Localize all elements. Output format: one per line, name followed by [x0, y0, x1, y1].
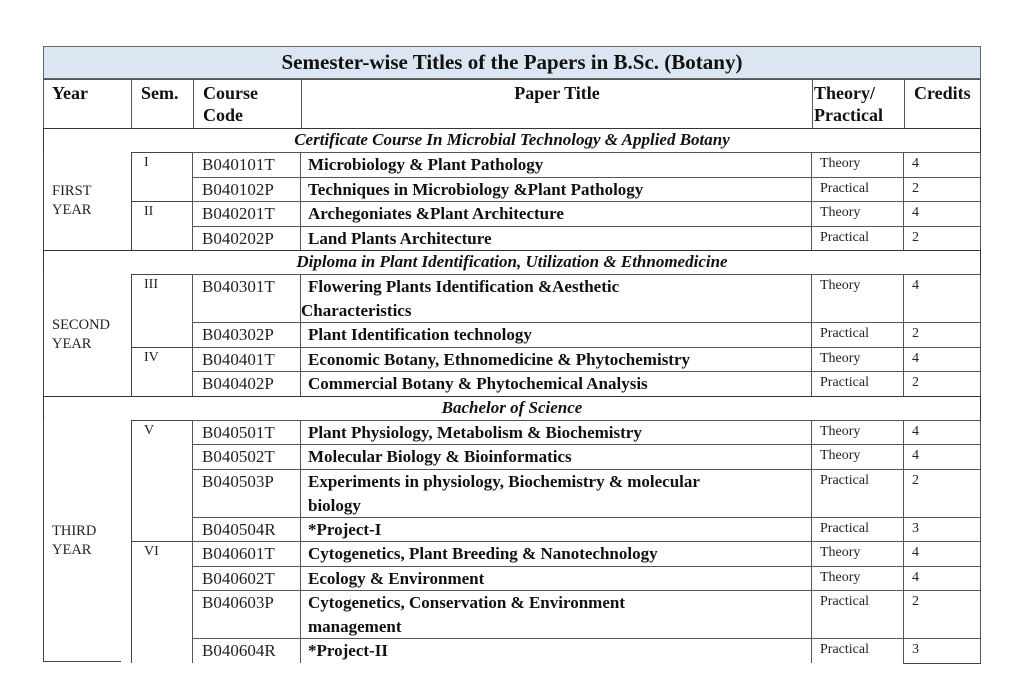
paper-type: Practical: [820, 642, 869, 657]
credits-value: 2: [912, 229, 919, 245]
course-code-cell: [192, 201, 300, 226]
credits-cell: [903, 638, 981, 663]
table-row: [43, 420, 981, 445]
course-code-cell: [192, 469, 300, 517]
paper-title-cell: [300, 274, 811, 322]
table-row: [43, 638, 981, 663]
credits-cell: [903, 152, 981, 177]
credits-cell: [903, 590, 981, 638]
course-code-cell: [192, 177, 300, 202]
course-code-cell: [192, 517, 300, 542]
paper-title-cell: [300, 322, 811, 347]
paper-type: Practical: [820, 472, 869, 488]
paper-type-cell: [811, 638, 903, 663]
paper-title: Archegoniates &Plant Architecture: [308, 204, 564, 223]
paper-type-cell: [811, 541, 903, 566]
course-code: B040302P: [202, 325, 274, 344]
year-label-line1: THIRD: [52, 523, 97, 539]
paper-title-cell: [300, 541, 811, 566]
credits-value: 2: [912, 326, 919, 341]
paper-title: Economic Botany, Ethnomedicine & Phytochemistry: [308, 349, 691, 369]
credits-value: 4: [912, 156, 919, 171]
paper-title-cell: [300, 347, 811, 372]
course-code-cell: [192, 371, 300, 396]
year-sem-divider: [131, 420, 132, 663]
col-code-label-1: Course: [203, 83, 258, 103]
paper-type: Practical: [820, 326, 869, 341]
credits-cell: [903, 274, 981, 322]
paper-type: Theory: [820, 278, 861, 293]
paper-title: Commercial Botany & Phytochemical Analysis: [308, 374, 648, 393]
paper-type: Practical: [820, 229, 869, 245]
table-row: [43, 152, 981, 177]
paper-title-cell: [300, 566, 811, 591]
course-code: B040201T: [202, 204, 275, 223]
credits-value: 4: [912, 350, 919, 366]
semester-label: III: [144, 277, 158, 292]
paper-title-cell: [300, 152, 811, 177]
paper-title: Cytogenetics, Plant Breeding & Nanotechnology: [308, 544, 658, 563]
credits-cell: [903, 201, 981, 226]
semester-divider: [131, 201, 192, 202]
table-row: [43, 201, 981, 226]
course-code-cell: [192, 444, 300, 469]
semester-divider: [131, 541, 192, 542]
table-row: [43, 274, 981, 322]
table-left-border: [43, 420, 44, 661]
paper-type: Theory: [820, 350, 861, 366]
paper-type-cell: [811, 274, 903, 322]
paper-title: *Project-I: [308, 519, 382, 539]
semester-label: I: [144, 155, 149, 170]
course-code: B040604R: [202, 641, 276, 660]
course-code-cell: [192, 638, 300, 663]
paper-title-cell: [300, 177, 811, 202]
paper-type: Theory: [820, 205, 861, 220]
paper-type-cell: [811, 201, 903, 226]
table-row: [43, 177, 981, 202]
paper-title-cell: [300, 590, 811, 638]
paper-type-cell: [811, 444, 903, 469]
paper-type-cell: [811, 420, 903, 445]
credits-cell: [903, 347, 981, 372]
paper-title-cell: [300, 371, 811, 396]
col-year-label: Year: [52, 83, 88, 103]
course-code-cell: [192, 274, 300, 322]
credits-value: 4: [912, 278, 919, 293]
course-code: B040301T: [202, 277, 275, 296]
semester-divider: [131, 420, 192, 421]
table-left-border: [43, 274, 44, 396]
course-code: B040202P: [202, 228, 274, 248]
paper-type: Practical: [820, 520, 869, 536]
semester-label: II: [144, 204, 154, 219]
col-code: [193, 79, 301, 128]
credits-cell: [903, 226, 981, 251]
credits-value: 3: [912, 520, 919, 536]
col-type-label-1: Theory/: [814, 83, 875, 103]
course-code: B040503P: [202, 471, 274, 491]
semester-label: IV: [144, 349, 159, 365]
col-credits: [904, 79, 981, 128]
paper-type-cell: [811, 566, 903, 591]
table-row: [43, 469, 981, 517]
paper-type: Practical: [820, 594, 869, 609]
paper-type-cell: [811, 322, 903, 347]
table-row: [43, 347, 981, 372]
year-bottom-border: [43, 661, 121, 662]
paper-type-cell: [811, 152, 903, 177]
credits-value: 3: [912, 642, 919, 657]
paper-title: *Project-II: [308, 641, 388, 660]
course-code-cell: [192, 590, 300, 638]
course-code: B040101T: [202, 155, 275, 174]
credits-value: 2: [912, 472, 919, 488]
section-heading: Diploma in Plant Identification, Utilization & Ethnomedicine: [43, 250, 981, 274]
credits-bottom-border: [903, 663, 981, 664]
paper-title: Microbiology & Plant Pathology: [308, 155, 544, 174]
course-code: B040504R: [202, 519, 276, 539]
credits-value: 2: [912, 375, 919, 390]
credits-cell: [903, 420, 981, 445]
course-code: B040502T: [202, 447, 275, 466]
paper-title: Plant Identification technology: [308, 325, 532, 344]
year-sem-divider: [131, 152, 132, 250]
year-label-line2: YEAR: [52, 202, 92, 218]
table-row: [43, 371, 981, 396]
paper-title: Techniques in Microbiology &Plant Pathology: [308, 179, 644, 199]
semester-divider: [131, 347, 192, 348]
credits-cell: [903, 444, 981, 469]
course-code: B040102P: [202, 179, 274, 199]
table-row: [43, 541, 981, 566]
course-code: B040501T: [202, 422, 275, 442]
paper-title-cell: [300, 517, 811, 542]
table-row: [43, 322, 981, 347]
credits-cell: [903, 541, 981, 566]
course-code-cell: [192, 541, 300, 566]
table-row: [43, 566, 981, 591]
paper-type: Theory: [820, 448, 861, 463]
semester-label: VI: [144, 544, 159, 559]
paper-title-cell: [300, 444, 811, 469]
credits-cell: [903, 566, 981, 591]
table-title: Semester-wise Titles of the Papers in B.Sc. (Botany): [43, 46, 981, 79]
paper-title: Land Plants Architecture: [308, 228, 492, 248]
paper-title-cell: [300, 638, 811, 663]
paper-title: Molecular Biology & Bioinformatics: [308, 447, 572, 466]
paper-title-line2: Characteristics: [301, 301, 412, 320]
credits-cell: [903, 177, 981, 202]
paper-type: Practical: [820, 375, 869, 390]
section-heading: Certificate Course In Microbial Technology & Applied Botany: [43, 128, 981, 152]
paper-type-cell: [811, 177, 903, 202]
paper-type-cell: [811, 226, 903, 251]
year-sem-divider: [131, 274, 132, 396]
paper-title: Ecology & Environment: [308, 568, 485, 588]
paper-title-cell: [300, 420, 811, 445]
paper-title-line1: Flowering Plants Identification &Aesthetic: [308, 277, 620, 296]
paper-title-line2: management: [308, 617, 402, 636]
year-label-line1: SECOND: [52, 316, 111, 333]
credits-value: 4: [912, 423, 919, 439]
course-code: B040402P: [202, 374, 274, 393]
col-year: [43, 79, 131, 128]
col-sem: [131, 79, 193, 128]
paper-type-cell: [811, 347, 903, 372]
credits-cell: [903, 469, 981, 517]
course-code: B040401T: [202, 349, 275, 369]
credits-value: 4: [912, 569, 919, 585]
paper-title: Plant Physiology, Metabolism & Biochemistry: [308, 422, 642, 442]
course-code: B040602T: [202, 568, 275, 588]
col-credits-label: Credits: [914, 83, 971, 103]
paper-type-cell: [811, 590, 903, 638]
paper-type: Theory: [820, 156, 861, 171]
year-label-line1: FIRST: [52, 183, 92, 199]
semester-divider: [131, 152, 192, 153]
paper-type-cell: [811, 469, 903, 517]
paper-title-cell: [300, 226, 811, 251]
semester-divider: [131, 274, 192, 275]
col-title: [301, 79, 812, 128]
course-code-cell: [192, 322, 300, 347]
table-row: [43, 226, 981, 251]
paper-title-cell: [300, 201, 811, 226]
course-code: B040603P: [202, 593, 274, 612]
course-code-cell: [192, 420, 300, 445]
credits-value: 4: [912, 205, 919, 220]
year-label-line2: YEAR: [52, 542, 92, 558]
year-label-line2: YEAR: [52, 335, 92, 352]
table-row: [43, 517, 981, 542]
year-label: [52, 182, 92, 220]
credits-cell: [903, 371, 981, 396]
col-code-label-2: Code: [203, 105, 243, 125]
paper-type: Theory: [820, 569, 861, 585]
credits-value: 2: [912, 180, 919, 196]
col-title-label: Paper Title: [514, 83, 600, 103]
paper-type: Theory: [820, 423, 861, 439]
table-left-border: [43, 152, 44, 250]
year-label: [52, 522, 96, 560]
course-code: B040601T: [202, 544, 275, 563]
credits-cell: [903, 517, 981, 542]
col-sem-label: Sem.: [141, 83, 179, 103]
course-code-cell: [192, 226, 300, 251]
paper-title-line1: Cytogenetics, Conservation & Environment: [308, 593, 625, 612]
semester-label: V: [144, 422, 155, 438]
paper-title-cell: [300, 469, 811, 517]
paper-title-line1: Experiments in physiology, Biochemistry & molecular: [308, 471, 700, 491]
course-code-cell: [192, 152, 300, 177]
course-code-cell: [192, 347, 300, 372]
column-header-row: [43, 79, 981, 128]
credits-value: 4: [912, 545, 919, 560]
paper-title-line2: biology: [308, 495, 361, 515]
course-code-cell: [192, 566, 300, 591]
year-label: [52, 316, 110, 354]
paper-type: Practical: [820, 180, 869, 196]
table-row: [43, 444, 981, 469]
credits-value: 4: [912, 448, 919, 463]
paper-type: Theory: [820, 545, 861, 560]
section-heading: Bachelor of Science: [43, 396, 981, 420]
credits-value: 2: [912, 594, 919, 609]
paper-type-cell: [811, 371, 903, 396]
paper-type-cell: [811, 517, 903, 542]
col-type: [812, 79, 904, 128]
table-row: [43, 590, 981, 638]
credits-cell: [903, 322, 981, 347]
col-type-label-2: Practical: [814, 105, 883, 125]
